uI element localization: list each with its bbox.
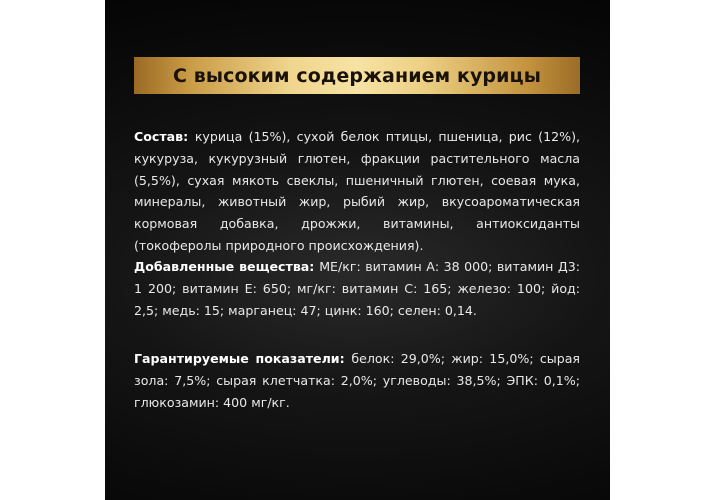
gold-banner xyxy=(134,57,580,94)
guaranteed-section xyxy=(134,348,580,413)
additives-heading: Добавленные вещества: xyxy=(134,259,320,274)
product-info-panel xyxy=(105,0,610,500)
guaranteed-text: белок: 29,0%; жир: 15,0%; сырая зола: 7,5%; сырая клетчатка: 2,0%; углеводы: 38,5%; ЭПК: 0,1%; глюкозамин: 400 мг/кг. xyxy=(134,351,580,410)
composition-section xyxy=(134,126,580,257)
additives-section xyxy=(134,256,580,321)
banner-title: С высоким содержанием курицы xyxy=(172,64,542,87)
guaranteed-heading: Гарантируемые показатели: xyxy=(134,351,352,366)
additives-text: МЕ/кг: витамин А: 38 000; витамин Д3: 1 200; витамин Е: 650; мг/кг: витамин С: 165; железо: 100; йод: 2,5; медь: 15; марганец: 47; цинк: 160; селен: 0,14. xyxy=(134,259,580,318)
composition-heading: Состав: xyxy=(134,129,195,144)
composition-text: курица (15%), сухой белок птицы, пшеница, рис (12%), кукуруза, кукурузный глютен, фракции растительного масла (5,5%), сухая мякоть свеклы, пшеничный глютен, соевая мука, минералы, животный жир, рыбий жир, вкусоароматическая кормовая добавка, дрожжи, витамины, антиоксиданты (токоферолы природного происхождения). xyxy=(134,129,580,253)
